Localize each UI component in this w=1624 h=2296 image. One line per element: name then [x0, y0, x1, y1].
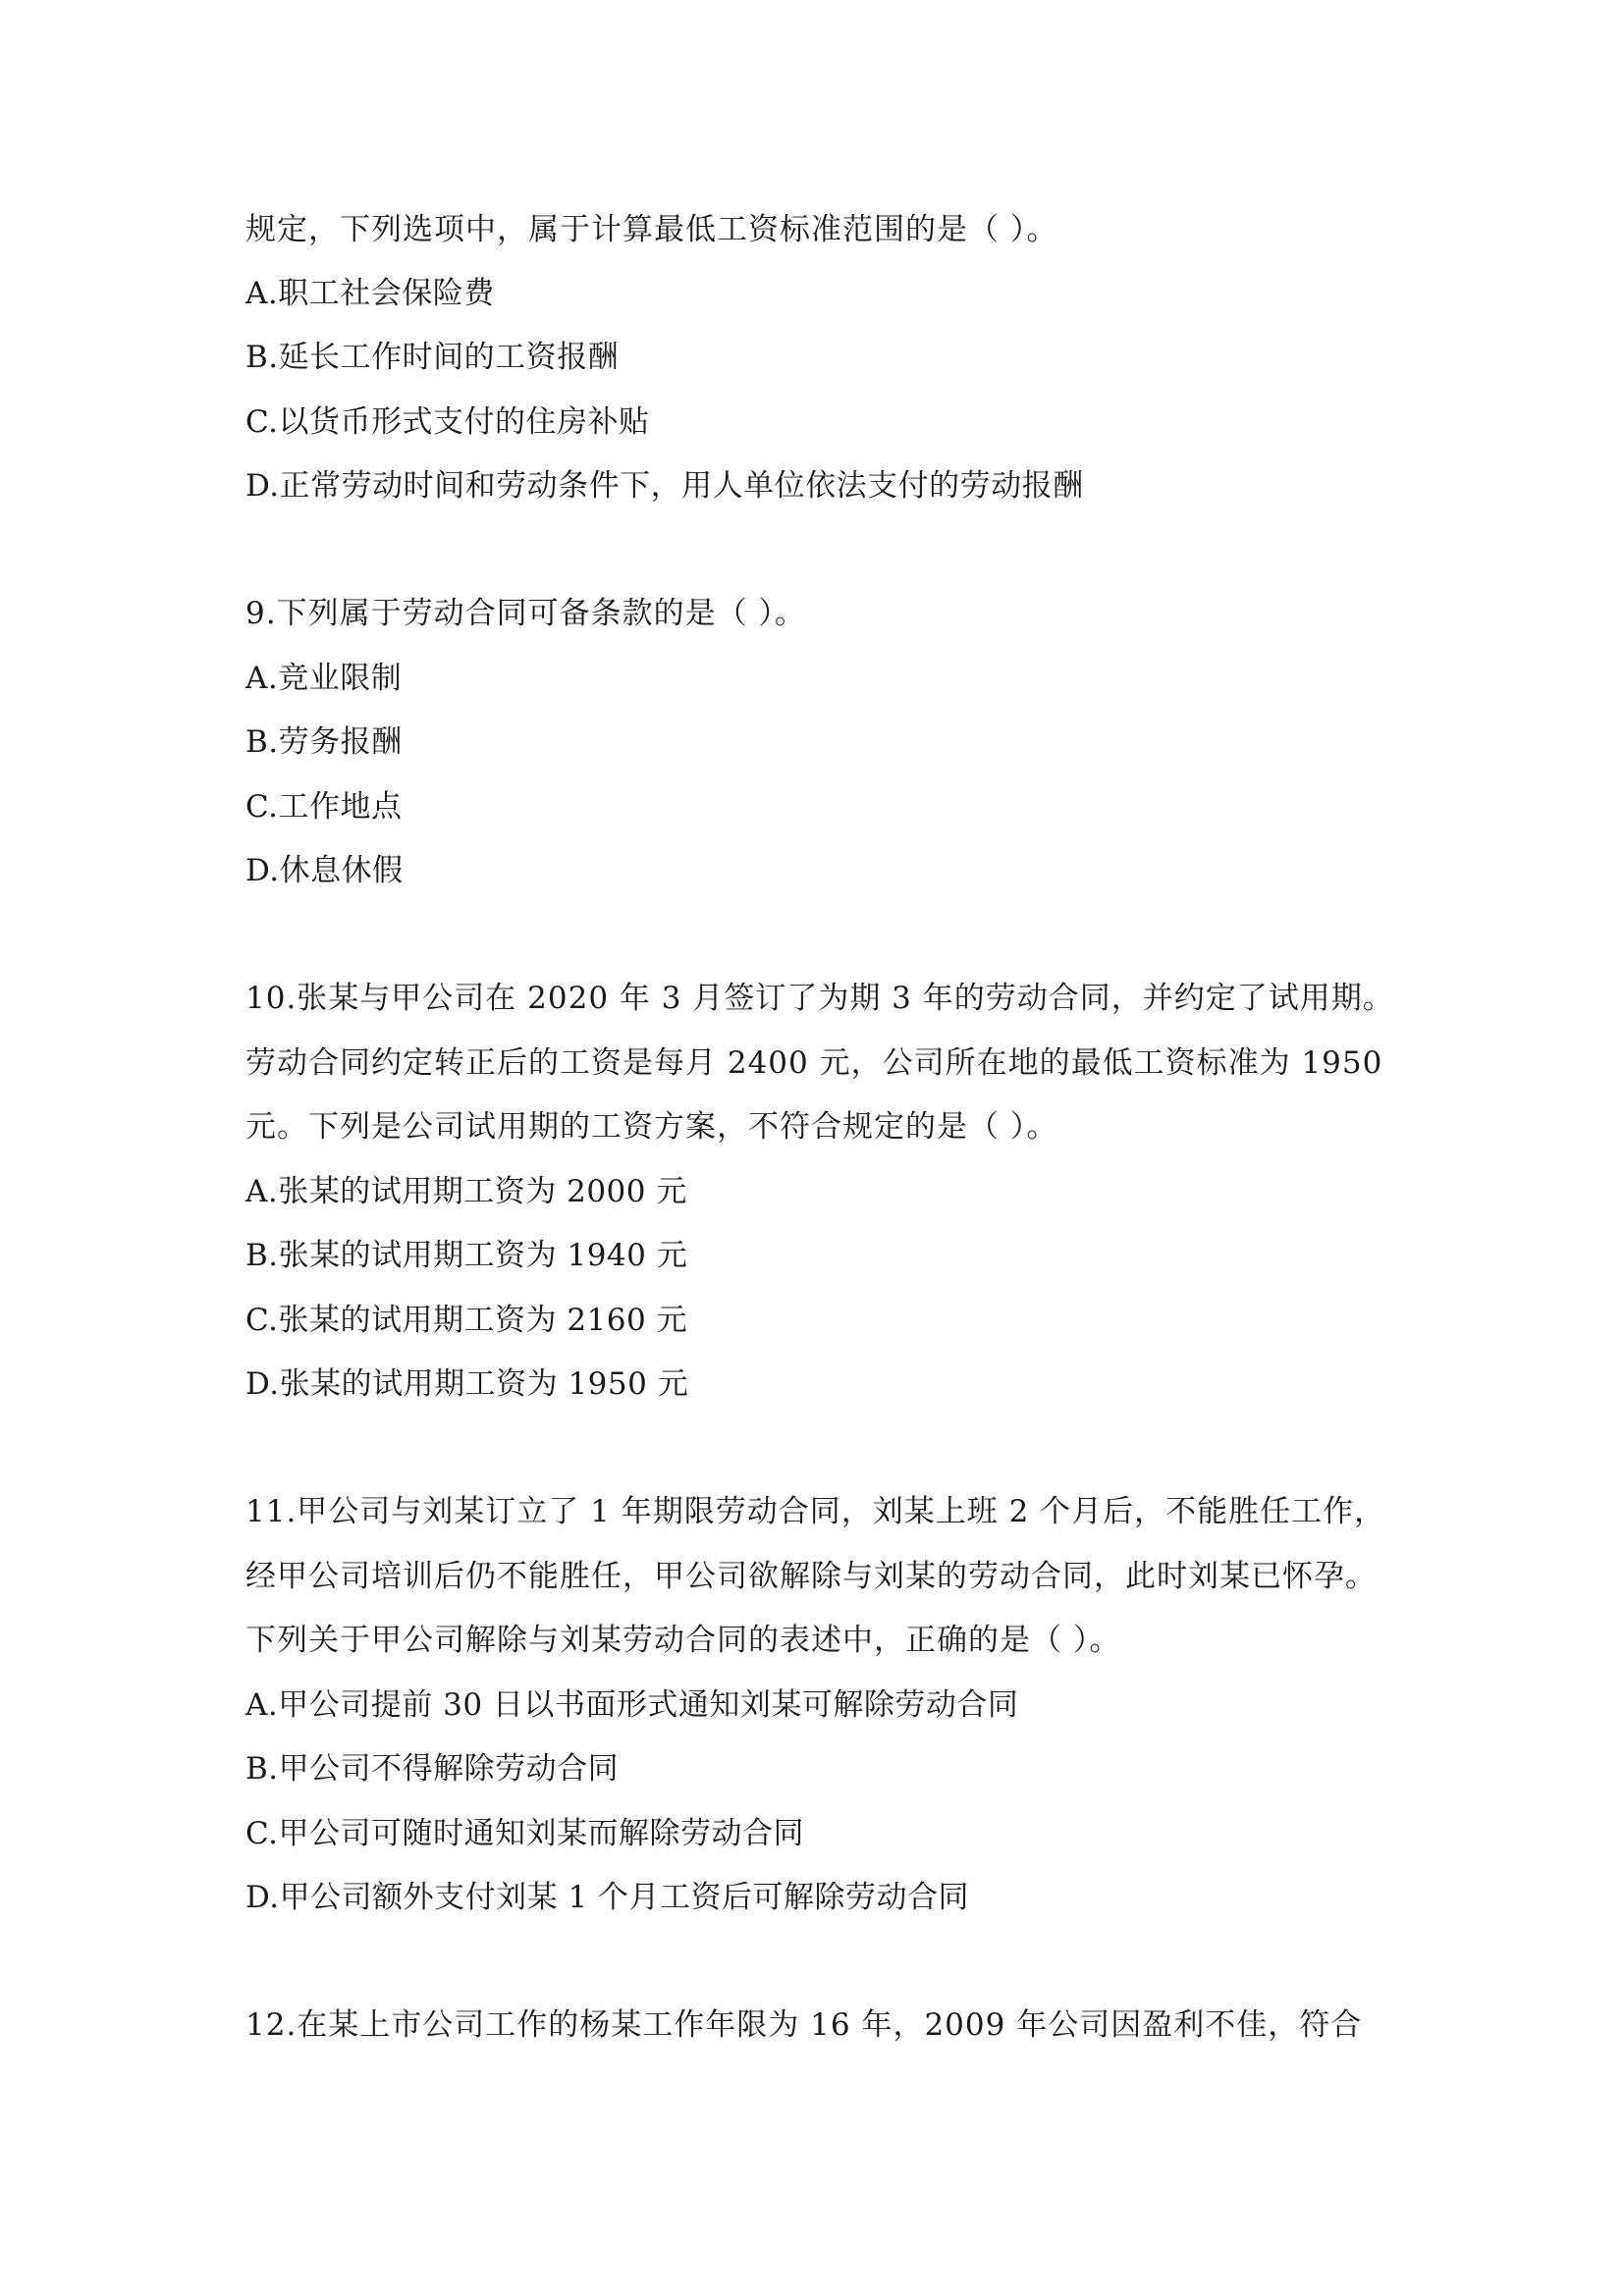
q10-option-c: C.张某的试用期工资为 2160 元: [245, 1303, 688, 1338]
q10-option-b: B.张某的试用期工资为 1940 元: [245, 1238, 688, 1273]
q11-option-a: A.甲公司提前 30 日以书面形式通知刘某可解除劳动合同: [245, 1687, 1019, 1723]
q8-stem-continued: 规定，下列选项中，属于计算最低工资标准范围的是（ ）。: [245, 212, 1058, 247]
q9-option-a: A.竞业限制: [245, 661, 403, 696]
q10-stem-line-1: 10.张某与甲公司在 2020 年 3 月签订了为期 3 年的劳动合同，并约定了试用期。: [245, 981, 1394, 1016]
q10-option-d: D.张某的试用期工资为 1950 元: [245, 1366, 689, 1402]
q11-option-b: B.甲公司不得解除劳动合同: [245, 1751, 620, 1787]
q9-option-c: C.工作地点: [245, 789, 403, 825]
q11-stem-line-3: 下列关于甲公司解除与刘某劳动合同的表述中，正确的是（ ）。: [245, 1623, 1121, 1658]
q9-option-b: B.劳务报酬: [245, 724, 403, 760]
q11-stem-line-1: 11.甲公司与刘某订立了 1 年期限劳动合同，刘某上班 2 个月后，不能胜任工作，: [245, 1494, 1386, 1529]
q10-stem-line-3: 元。下列是公司试用期的工资方案，不符合规定的是（ ）。: [245, 1109, 1058, 1145]
q11-option-d: D.甲公司额外支付刘某 1 个月工资后可解除劳动合同: [245, 1880, 970, 1915]
q8-option-a: A.职工社会保险费: [245, 276, 495, 311]
q10-option-a: A.张某的试用期工资为 2000 元: [245, 1174, 687, 1209]
q11-stem-line-2: 经甲公司培训后仍不能胜任，甲公司欲解除与刘某的劳动合同，此时刘某已怀孕。: [245, 1559, 1377, 1594]
q10-stem-line-2: 劳动合同约定转正后的工资是每月 2400 元，公司所在地的最低工资标准为 1950: [245, 1045, 1383, 1081]
q11-option-c: C.甲公司可随时通知刘某而解除劳动合同: [245, 1816, 804, 1851]
q9-option-d: D.休息休假: [245, 853, 404, 888]
q9-stem: 9.下列属于劳动合同可备条款的是（ ）。: [245, 596, 806, 631]
q12-stem-line-1: 12.在某上市公司工作的杨某工作年限为 16 年，2009 年公司因盈利不佳，符合: [245, 2007, 1363, 2043]
q8-option-c: C.以货币形式支付的住房补贴: [245, 404, 650, 440]
q8-option-d: D.正常劳动时间和劳动条件下，用人单位依法支付的劳动报酬: [245, 468, 1084, 504]
q8-option-b: B.延长工作时间的工资报酬: [245, 340, 620, 375]
